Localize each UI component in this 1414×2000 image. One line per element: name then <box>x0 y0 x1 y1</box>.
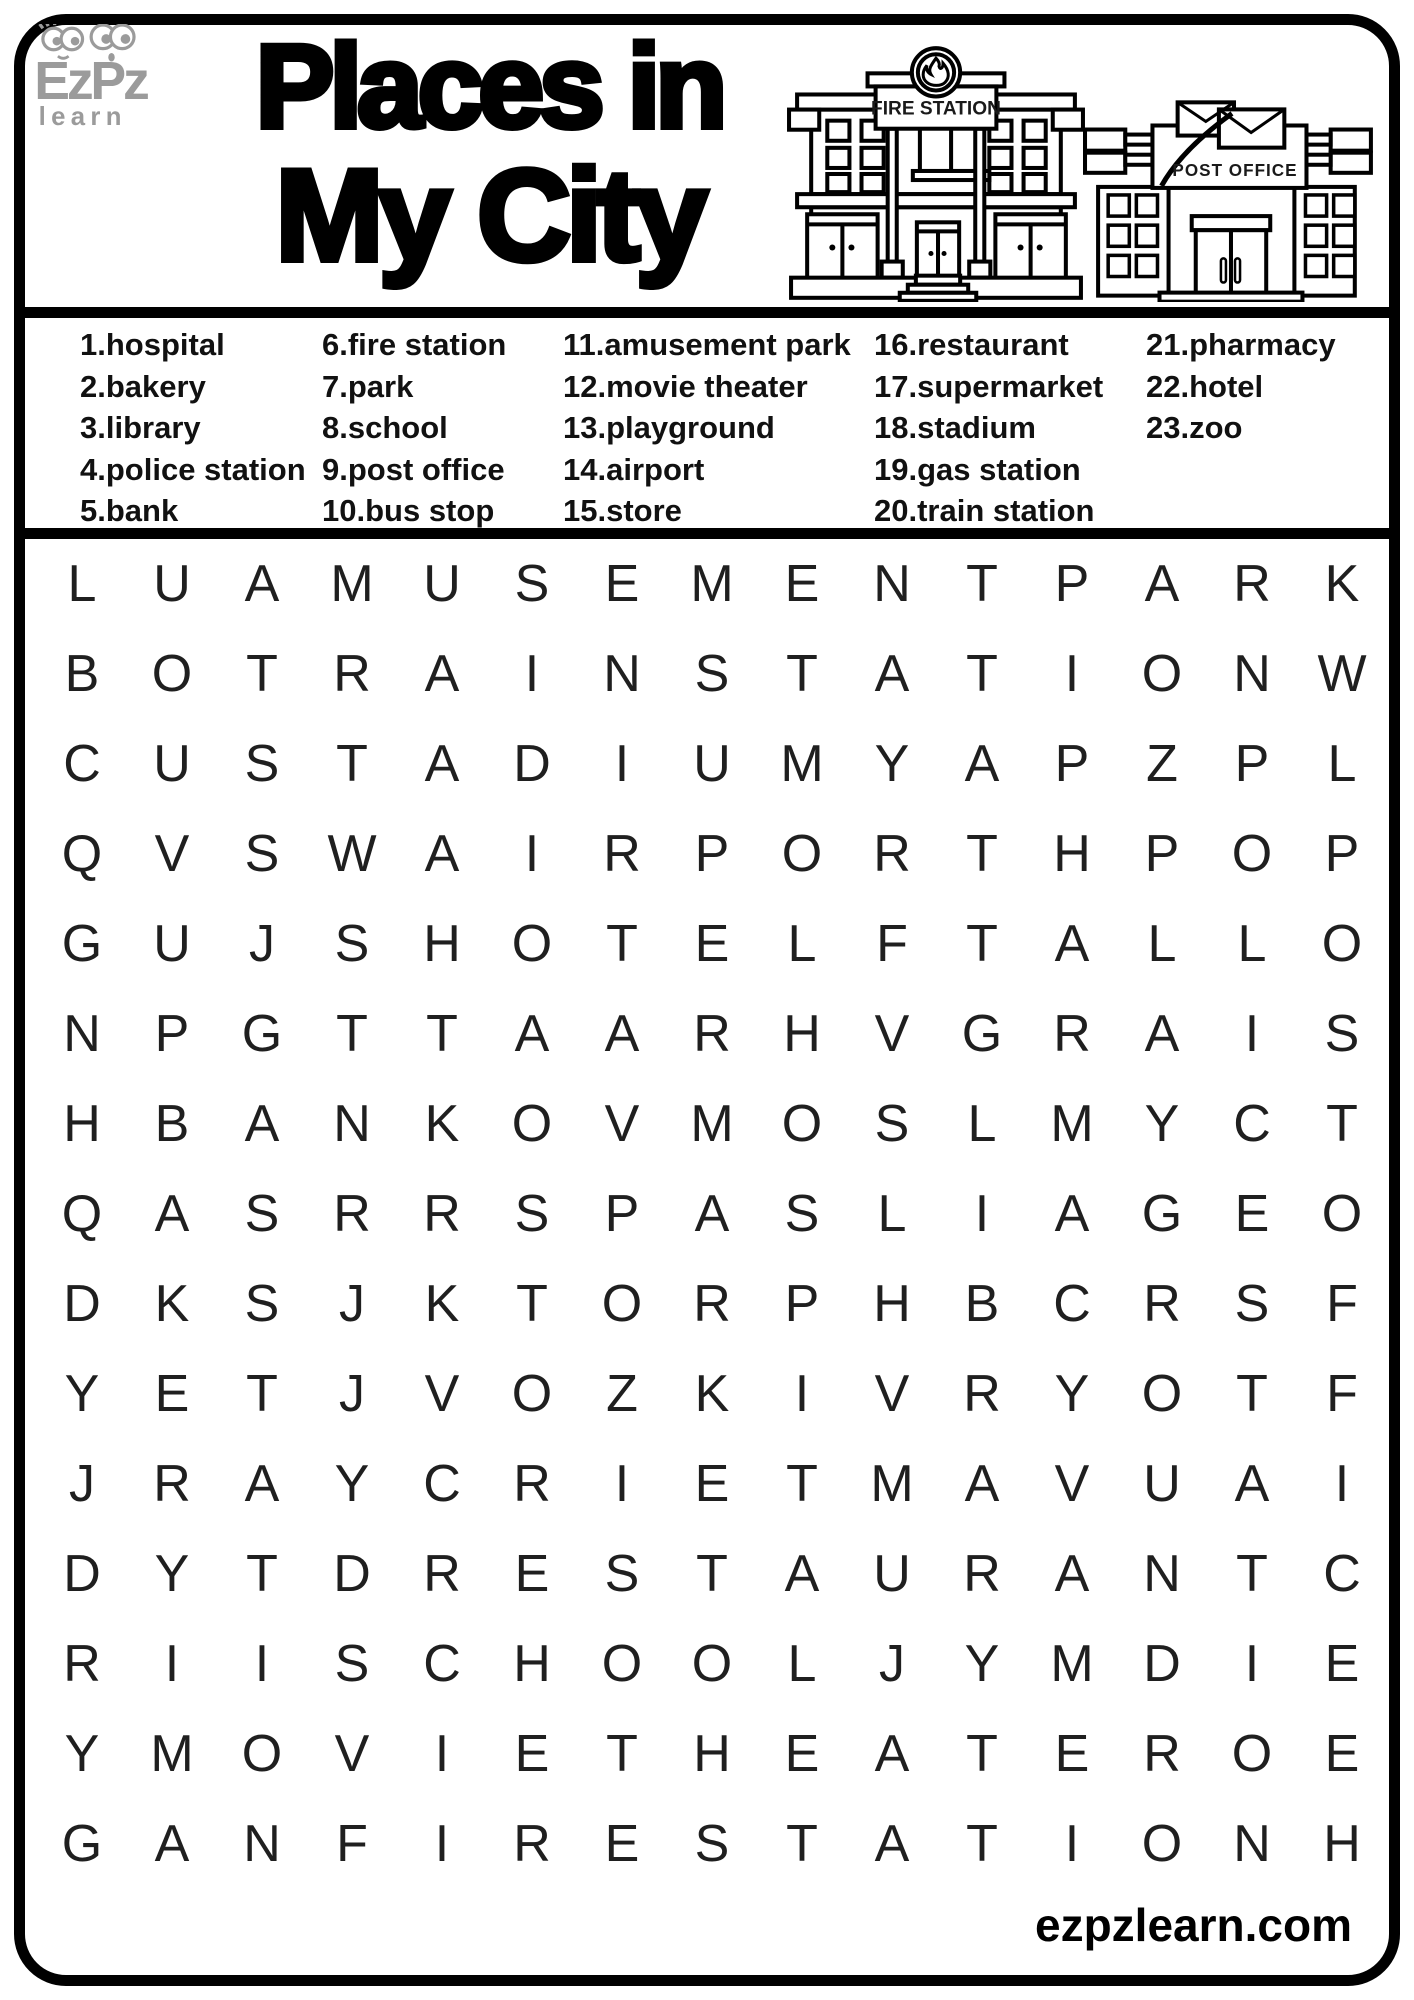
grid-letter[interactable]: I <box>1244 1005 1260 1063</box>
grid-letter[interactable]: R <box>603 825 641 883</box>
grid-letter[interactable]: A <box>1144 555 1180 613</box>
grid-letter[interactable]: T <box>966 915 998 973</box>
grid-letter[interactable]: A <box>514 1005 550 1063</box>
grid-letter[interactable]: E <box>1234 1185 1270 1243</box>
grid-letter[interactable]: G <box>1141 1185 1183 1243</box>
grid-letter[interactable]: T <box>606 915 638 973</box>
grid-letter[interactable]: L <box>787 915 817 973</box>
grid-letter[interactable]: M <box>690 555 734 613</box>
footer-website-url[interactable]: ezpzlearn.com <box>1035 1899 1352 1951</box>
word-list-item: 17.supermarket <box>874 368 1104 404</box>
grid-letter[interactable]: O <box>511 1365 553 1423</box>
grid-letter[interactable]: D <box>513 735 551 793</box>
grid-letter[interactable]: O <box>1321 915 1363 973</box>
grid-letter[interactable]: E <box>1324 1635 1360 1693</box>
grid-letter[interactable]: B <box>964 1275 1000 1333</box>
grid-letter[interactable]: L <box>787 1635 817 1693</box>
grid-letter[interactable]: Y <box>154 1545 190 1603</box>
word-search-grid <box>37 539 1387 1889</box>
grid-letter[interactable]: I <box>1064 1815 1080 1873</box>
word-list-item: 5.bank <box>80 493 179 528</box>
grid-letter[interactable]: N <box>873 555 911 613</box>
grid-letter[interactable]: B <box>64 645 100 703</box>
word-list-item: 12.movie theater <box>563 368 808 404</box>
grid-letter[interactable]: K <box>1324 555 1360 613</box>
grid-letter[interactable]: H <box>1323 1815 1361 1873</box>
grid-letter[interactable]: E <box>784 555 820 613</box>
grid-letter[interactable]: P <box>1144 825 1180 883</box>
grid-letter[interactable]: H <box>63 1095 101 1153</box>
grid-letter[interactable]: M <box>330 555 374 613</box>
grid-letter[interactable]: M <box>150 1725 194 1783</box>
grid-letter[interactable]: O <box>1231 1725 1273 1783</box>
grid-letter[interactable]: H <box>783 1005 821 1063</box>
word-list-column <box>874 324 1103 532</box>
grid-letter[interactable]: V <box>874 1005 910 1063</box>
grid-letter[interactable]: A <box>154 1815 190 1873</box>
grid-letter[interactable]: M <box>690 1095 734 1153</box>
grid-letter[interactable]: F <box>336 1815 368 1873</box>
word-list-item: 18.stadium <box>874 410 1036 445</box>
grid-letter[interactable]: Z <box>606 1365 638 1423</box>
grid-letter[interactable]: I <box>164 1635 180 1693</box>
grid-letter[interactable]: A <box>964 1455 1000 1513</box>
grid-letter[interactable]: C <box>1053 1275 1091 1333</box>
grid-letter[interactable]: S <box>244 825 280 883</box>
grid-letter[interactable]: U <box>873 1545 911 1603</box>
grid-letter[interactable]: M <box>1050 1095 1094 1153</box>
grid-letter[interactable]: D <box>63 1545 101 1603</box>
grid-letter[interactable]: L <box>877 1185 907 1243</box>
grid-letter[interactable]: D <box>333 1545 371 1603</box>
grid-letter[interactable]: S <box>334 1635 370 1693</box>
grid-letter[interactable]: O <box>151 645 193 703</box>
word-list-item: 10.bus stop <box>322 493 495 528</box>
grid-letter[interactable]: T <box>246 1365 278 1423</box>
word-list-item: 16.restaurant <box>874 327 1069 362</box>
grid-letter[interactable]: P <box>154 1005 190 1063</box>
fire-station-illustration <box>783 46 1090 302</box>
grid-letter[interactable]: R <box>1143 1725 1181 1783</box>
grid-letter[interactable]: Q <box>61 1185 103 1243</box>
grid-letter[interactable]: R <box>693 1275 731 1333</box>
grid-letter[interactable]: R <box>333 645 371 703</box>
grid-letter[interactable]: E <box>694 1455 730 1513</box>
grid-letter[interactable]: P <box>1324 825 1360 883</box>
grid-letter[interactable]: G <box>61 915 103 973</box>
grid-letter[interactable]: A <box>1234 1455 1270 1513</box>
grid-letter[interactable]: S <box>604 1545 640 1603</box>
grid-letter[interactable]: V <box>334 1725 370 1783</box>
grid-letter[interactable]: V <box>1054 1455 1090 1513</box>
grid-letter[interactable]: I <box>974 1185 990 1243</box>
grid-letter[interactable]: A <box>1144 1005 1180 1063</box>
grid-letter[interactable]: U <box>153 915 191 973</box>
grid-letter[interactable]: J <box>249 915 275 973</box>
word-list-item: 14.airport <box>563 451 705 487</box>
word-list <box>0 324 1414 528</box>
grid-letter[interactable]: I <box>614 1455 630 1513</box>
word-list-item: 2.bakery <box>80 368 206 404</box>
grid-letter[interactable]: F <box>876 915 908 973</box>
word-list-item: 13.playground <box>563 410 775 445</box>
grid-letter[interactable]: R <box>873 825 911 883</box>
grid-letter[interactable]: P <box>1054 555 1090 613</box>
grid-letter[interactable]: A <box>874 1725 910 1783</box>
header-divider <box>21 307 1393 318</box>
grid-letter[interactable]: R <box>1053 1005 1091 1063</box>
grid-letter[interactable]: M <box>1050 1635 1094 1693</box>
grid-letter[interactable]: K <box>424 1095 460 1153</box>
grid-letter[interactable]: I <box>1064 645 1080 703</box>
grid-letter[interactable]: V <box>874 1365 910 1423</box>
grid-letter[interactable]: C <box>1233 1095 1271 1153</box>
word-list-item: 3.library <box>80 410 201 445</box>
logo-word-learn: learn <box>38 102 127 128</box>
word-list-item: 7.park <box>322 368 414 404</box>
grid-letter[interactable]: I <box>254 1635 270 1693</box>
grid-letter[interactable]: H <box>1053 825 1091 883</box>
grid-letter[interactable]: Y <box>64 1365 100 1423</box>
grid-letter[interactable]: A <box>424 825 460 883</box>
grid-letter[interactable]: T <box>1236 1545 1268 1603</box>
grid-letter[interactable]: T <box>966 555 998 613</box>
grid-letter[interactable]: O <box>511 915 553 973</box>
grid-letter[interactable]: O <box>1141 1815 1183 1873</box>
grid-letter[interactable]: H <box>423 915 461 973</box>
grid-letter[interactable]: O <box>691 1635 733 1693</box>
grid-letter[interactable]: T <box>606 1725 638 1783</box>
grid-letter[interactable]: E <box>514 1545 550 1603</box>
grid-letter[interactable]: K <box>694 1365 730 1423</box>
grid-letter[interactable]: W <box>1317 645 1367 703</box>
grid-letter[interactable]: N <box>243 1815 281 1873</box>
grid-letter[interactable]: J <box>69 1455 95 1513</box>
grid-letter[interactable]: N <box>603 645 641 703</box>
post-office-sign-label: POST OFFICE <box>1172 160 1298 180</box>
grid-letter[interactable]: O <box>241 1725 283 1783</box>
grid-letter[interactable]: T <box>246 1545 278 1603</box>
grid-letter[interactable]: L <box>67 555 97 613</box>
grid-letter[interactable]: R <box>513 1455 551 1513</box>
grid-letter[interactable]: T <box>786 1815 818 1873</box>
grid-letter[interactable]: J <box>339 1275 365 1333</box>
grid-letter[interactable]: J <box>339 1365 365 1423</box>
page-title <box>189 21 789 288</box>
word-list-item: 19.gas station <box>874 451 1081 487</box>
grid-letter[interactable]: I <box>614 735 630 793</box>
grid-letter[interactable]: T <box>966 825 998 883</box>
grid-letter[interactable]: C <box>423 1635 461 1693</box>
grid-letter[interactable]: E <box>604 555 640 613</box>
grid-letter[interactable]: T <box>966 1815 998 1873</box>
grid-letter[interactable]: G <box>241 1005 283 1063</box>
grid-letter[interactable]: O <box>781 825 823 883</box>
grid-letter[interactable]: A <box>874 645 910 703</box>
word-list-item: 4.police station <box>80 451 306 487</box>
grid-letter[interactable]: A <box>244 1095 280 1153</box>
grid-letter[interactable]: I <box>1334 1455 1350 1513</box>
grid-letter[interactable]: B <box>154 1095 190 1153</box>
grid-letter[interactable]: C <box>63 735 101 793</box>
brand-logo <box>34 24 174 128</box>
grid-letter[interactable]: H <box>873 1275 911 1333</box>
grid-letter[interactable]: T <box>246 645 278 703</box>
grid-letter[interactable]: T <box>516 1275 548 1333</box>
grid-letter[interactable]: S <box>1324 1005 1360 1063</box>
grid-letter[interactable]: T <box>336 735 368 793</box>
word-list-item: 6.fire station <box>322 327 507 362</box>
grid-letter[interactable]: K <box>424 1275 460 1333</box>
grid-letter[interactable]: J <box>879 1635 905 1693</box>
grid-letter[interactable]: H <box>513 1635 551 1693</box>
grid-letter[interactable]: E <box>694 915 730 973</box>
word-list-item: 20.train station <box>874 493 1095 528</box>
grid-letter[interactable]: I <box>434 1725 450 1783</box>
grid-letter[interactable]: V <box>424 1365 460 1423</box>
grid-letter[interactable]: S <box>784 1185 820 1243</box>
grid-letter[interactable]: D <box>63 1275 101 1333</box>
grid-letter[interactable]: T <box>1326 1095 1358 1153</box>
grid-letter[interactable]: S <box>334 915 370 973</box>
grid-letter[interactable]: A <box>1054 915 1090 973</box>
grid-letter[interactable]: L <box>967 1095 997 1153</box>
grid-letter[interactable]: U <box>153 555 191 613</box>
grid-letter[interactable]: E <box>604 1815 640 1873</box>
grid-letter[interactable]: S <box>874 1095 910 1153</box>
grid-letter[interactable]: T <box>336 1005 368 1063</box>
grid-letter[interactable]: S <box>244 1185 280 1243</box>
grid-letter[interactable]: U <box>693 735 731 793</box>
grid-letter[interactable]: M <box>780 735 824 793</box>
word-list-column <box>322 324 506 532</box>
post-office-illustration <box>1083 99 1385 302</box>
grid-letter[interactable]: L <box>1327 735 1357 793</box>
grid-letter[interactable]: F <box>1326 1275 1358 1333</box>
page-title-line1: Places in <box>255 21 723 153</box>
grid-letter[interactable]: E <box>1054 1725 1090 1783</box>
grid-letter[interactable]: A <box>424 735 460 793</box>
grid-letter[interactable]: Y <box>964 1635 1000 1693</box>
grid-letter[interactable]: V <box>604 1095 640 1153</box>
grid-letter[interactable]: Y <box>1054 1365 1090 1423</box>
grid-letter[interactable]: T <box>966 1725 998 1783</box>
grid-letter[interactable]: P <box>784 1275 820 1333</box>
grid-letter[interactable]: O <box>511 1095 553 1153</box>
grid-letter[interactable]: S <box>514 1185 550 1243</box>
grid-letter[interactable]: N <box>63 1005 101 1063</box>
grid-letter[interactable]: Z <box>1146 735 1178 793</box>
page-title-line2: My City <box>275 142 703 288</box>
grid-letter[interactable]: A <box>694 1185 730 1243</box>
grid-letter[interactable]: O <box>1141 645 1183 703</box>
word-list-item: 22.hotel <box>1146 368 1264 404</box>
grid-letter[interactable]: A <box>1054 1185 1090 1243</box>
grid-letter[interactable]: E <box>514 1725 550 1783</box>
word-list-item: 11.amusement park <box>563 327 851 362</box>
grid-letter[interactable]: A <box>874 1815 910 1873</box>
grid-letter[interactable]: I <box>524 645 540 703</box>
grid-letter[interactable]: R <box>513 1815 551 1873</box>
grid-letter[interactable]: T <box>786 1455 818 1513</box>
grid-letter[interactable]: E <box>784 1725 820 1783</box>
grid-letter[interactable]: A <box>784 1545 820 1603</box>
grid-letter[interactable]: I <box>794 1365 810 1423</box>
grid-letter[interactable]: L <box>1147 915 1177 973</box>
grid-letter[interactable]: R <box>153 1455 191 1513</box>
grid-letter[interactable]: A <box>1054 1545 1090 1603</box>
grid-letter[interactable]: R <box>693 1005 731 1063</box>
grid-letter[interactable]: R <box>1143 1275 1181 1333</box>
grid-letter[interactable]: P <box>1054 735 1090 793</box>
grid-letter[interactable]: A <box>424 645 460 703</box>
grid-letter[interactable]: Y <box>334 1455 370 1513</box>
grid-letter[interactable]: G <box>61 1815 103 1873</box>
fire-station-sign-label: FIRE STATION <box>871 98 1001 120</box>
grid-letter[interactable]: O <box>1321 1185 1363 1243</box>
grid-letter[interactable]: S <box>514 555 550 613</box>
grid-letter[interactable]: E <box>1324 1725 1360 1783</box>
grid-letter[interactable]: O <box>1231 825 1273 883</box>
grid-letter[interactable]: S <box>694 1815 730 1873</box>
grid-letter[interactable]: O <box>601 1635 643 1693</box>
grid-letter[interactable]: H <box>693 1725 731 1783</box>
grid-letter[interactable]: N <box>333 1095 371 1153</box>
grid-letter[interactable]: N <box>1143 1545 1181 1603</box>
grid-letter[interactable]: S <box>1234 1275 1270 1333</box>
grid-letter[interactable]: D <box>1143 1635 1181 1693</box>
grid-letter[interactable]: A <box>964 735 1000 793</box>
grid-letter[interactable]: T <box>426 1005 458 1063</box>
grid-letter[interactable]: I <box>434 1815 450 1873</box>
grid-letter[interactable]: U <box>153 735 191 793</box>
grid-letter[interactable]: R <box>333 1185 371 1243</box>
grid-letter[interactable]: R <box>63 1635 101 1693</box>
grid-letter[interactable]: R <box>423 1185 461 1243</box>
grid-letter[interactable]: V <box>154 825 190 883</box>
grid-letter[interactable]: P <box>1234 735 1270 793</box>
grid-letter[interactable]: Q <box>61 825 103 883</box>
word-list-item: 9.post office <box>322 451 505 487</box>
grid-letter[interactable]: Y <box>64 1725 100 1783</box>
word-list-column <box>80 324 306 532</box>
grid-letter[interactable]: G <box>961 1005 1003 1063</box>
word-list-item: 21.pharmacy <box>1146 327 1336 362</box>
grid-letter[interactable]: R <box>963 1545 1001 1603</box>
word-list-item: 8.school <box>322 410 448 445</box>
grid-letter[interactable]: T <box>1236 1365 1268 1423</box>
grid-letter[interactable]: I <box>524 825 540 883</box>
word-list-item: 23.zoo <box>1146 410 1243 445</box>
grid-letter[interactable]: S <box>694 645 730 703</box>
grid-letter[interactable]: W <box>327 825 377 883</box>
grid-letter[interactable]: A <box>244 555 280 613</box>
word-list-item: 15.store <box>563 493 682 528</box>
grid-letter[interactable]: F <box>1326 1365 1358 1423</box>
grid-letter[interactable]: E <box>154 1365 190 1423</box>
word-list-column <box>1146 324 1336 449</box>
grid-letter[interactable]: P <box>694 825 730 883</box>
grid-letter[interactable]: O <box>781 1095 823 1153</box>
grid-letter[interactable]: T <box>786 645 818 703</box>
grid-letter[interactable]: O <box>601 1275 643 1333</box>
grid-letter[interactable]: Y <box>874 735 910 793</box>
word-list-column <box>563 324 851 532</box>
grid-letter[interactable]: C <box>1323 1545 1361 1603</box>
grid-letter[interactable]: C <box>423 1455 461 1513</box>
grid-letter[interactable]: A <box>154 1185 190 1243</box>
grid-letter[interactable]: T <box>696 1545 728 1603</box>
grid-letter[interactable]: M <box>870 1455 914 1513</box>
grid-letter[interactable]: R <box>423 1545 461 1603</box>
grid-letter[interactable]: U <box>1143 1455 1181 1513</box>
grid-letter[interactable]: R <box>1233 555 1271 613</box>
grid-letter[interactable]: S <box>244 1275 280 1333</box>
grid-letter[interactable]: S <box>244 735 280 793</box>
grid-letter[interactable]: K <box>154 1275 190 1333</box>
grid-letter[interactable]: P <box>604 1185 640 1243</box>
grid-letter[interactable]: N <box>1233 645 1271 703</box>
grid-letter[interactable]: U <box>423 555 461 613</box>
grid-letter[interactable]: O <box>1141 1365 1183 1423</box>
grid-letter[interactable]: N <box>1233 1815 1271 1873</box>
logo-word-ezpz: EzPz <box>34 51 147 112</box>
grid-letter[interactable]: R <box>963 1365 1001 1423</box>
grid-letter[interactable]: L <box>1237 915 1267 973</box>
word-list-item: 1.hospital <box>80 327 225 362</box>
grid-letter[interactable]: Y <box>1144 1095 1180 1153</box>
grid-letter[interactable]: T <box>966 645 998 703</box>
grid-letter[interactable]: I <box>1244 1635 1260 1693</box>
grid-letter[interactable]: A <box>604 1005 640 1063</box>
grid-letter[interactable]: A <box>244 1455 280 1513</box>
